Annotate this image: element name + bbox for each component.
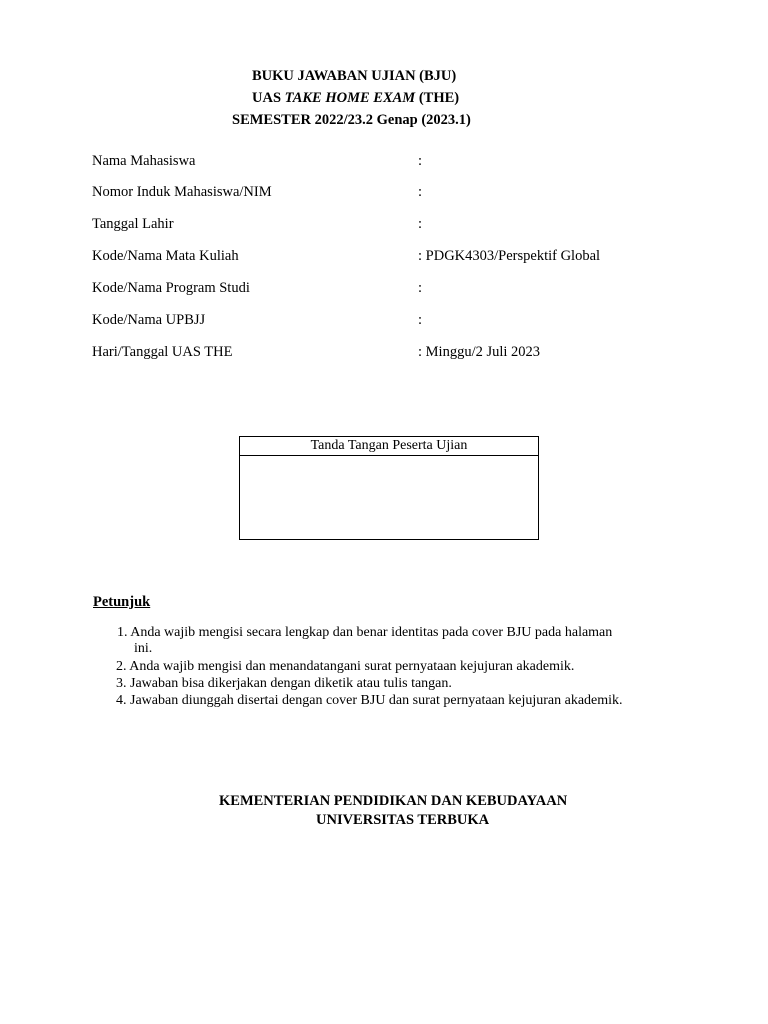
identity-value[interactable]: : bbox=[418, 153, 423, 169]
identity-row-nim bbox=[92, 182, 692, 202]
identity-value[interactable]: : bbox=[418, 312, 423, 328]
instruction-item-1-continued: ini. bbox=[134, 641, 153, 656]
identity-row-tanggal-lahir bbox=[92, 214, 692, 234]
instruction-item-4: 4. Jawaban diunggah disertai dengan cover BJU dan surat pernyataan kejujuran akademik. bbox=[116, 693, 623, 708]
identity-value[interactable]: : Minggu/2 Juli 2023 bbox=[418, 344, 541, 360]
identity-value[interactable]: : bbox=[418, 280, 423, 296]
identity-row-upbjj bbox=[92, 310, 692, 330]
instruction-item-1: 1. Anda wajib mengisi secara lengkap dan benar identitas pada cover BJU pada halaman bbox=[117, 625, 613, 640]
signature-box-title: Tanda Tangan Peserta Ujian bbox=[240, 437, 538, 456]
instructions-title: Petunjuk bbox=[93, 594, 151, 610]
header-subtitle-prefix: UAS bbox=[252, 90, 285, 106]
identity-label: Kode/Nama Mata Kuliah bbox=[92, 248, 239, 264]
identity-row-mata-kuliah bbox=[92, 246, 692, 266]
identity-label: Hari/Tanggal UAS THE bbox=[92, 344, 233, 360]
identity-label: Kode/Nama Program Studi bbox=[92, 280, 250, 296]
identity-value[interactable]: : bbox=[418, 184, 423, 200]
identity-label: Nomor Induk Mahasiswa/NIM bbox=[92, 184, 272, 200]
header-subtitle bbox=[252, 88, 459, 108]
identity-row-nama bbox=[92, 151, 692, 171]
footer-ministry: KEMENTERIAN PENDIDIKAN DAN KEBUDAYAAN bbox=[219, 793, 568, 809]
identity-label: Nama Mahasiswa bbox=[92, 153, 196, 169]
identity-row-program-studi bbox=[92, 278, 692, 298]
header-subtitle-italic: TAKE HOME EXAM bbox=[284, 90, 416, 106]
signature-box[interactable] bbox=[239, 436, 539, 540]
identity-value[interactable]: : bbox=[418, 216, 423, 232]
identity-label: Kode/Nama UPBJJ bbox=[92, 312, 206, 328]
footer-university: UNIVERSITAS TERBUKA bbox=[316, 812, 490, 828]
header-subtitle-suffix: (THE) bbox=[415, 90, 460, 106]
header-title: BUKU JAWABAN UJIAN (BJU) bbox=[252, 68, 457, 84]
identity-row-hari-tanggal bbox=[92, 342, 692, 362]
instruction-item-3: 3. Jawaban bisa dikerjakan dengan diketik atau tulis tangan. bbox=[116, 676, 452, 691]
identity-value[interactable]: : PDGK4303/Perspektif Global bbox=[418, 248, 601, 264]
header-semester: SEMESTER 2022/23.2 Genap (2023.1) bbox=[232, 112, 471, 128]
instruction-item-2: 2. Anda wajib mengisi dan menandatangani surat pernyataan kejujuran akademik. bbox=[116, 659, 575, 674]
identity-label: Tanggal Lahir bbox=[92, 216, 174, 232]
